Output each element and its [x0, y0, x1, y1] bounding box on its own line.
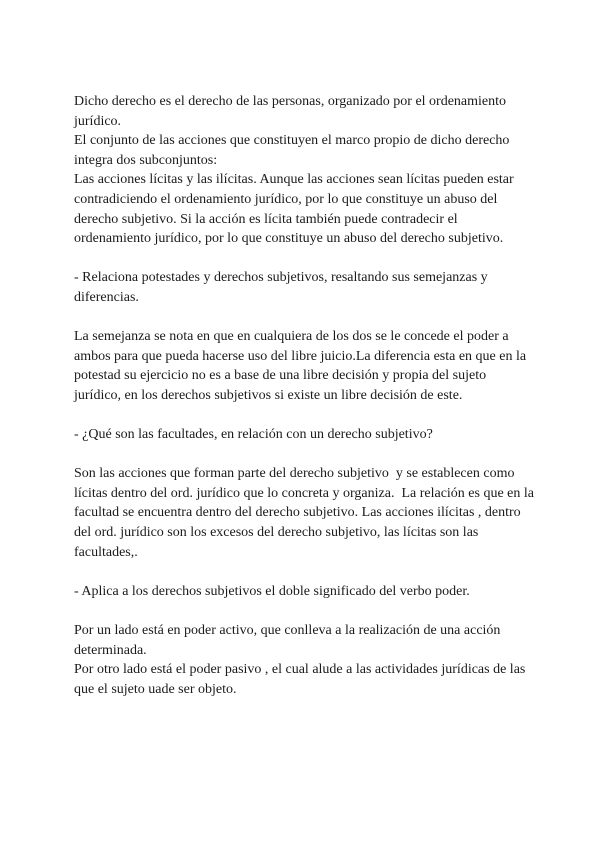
paragraph-licit-illicit: Las acciones lícitas y las ilícitas. Aunque las acciones sean lícitas pueden estar contradiciendo el ordenamiento jurídico, por lo que constituye un abuso del derecho subjetivo. Si la acción es lícita también puede contradecir el ordenamiento jurídico, por lo que constituye un abuso del derecho subjetivo.	[74, 172, 518, 247]
paragraph-subsets: El conjunto de las acciones que constituyen el marco propio de dicho derecho integra dos subconjuntos:	[74, 133, 513, 168]
answer-poder-activo: Por un lado está en poder activo, que conlleva a la realización de una acción determinada.	[74, 623, 504, 658]
document-body	[74, 92, 538, 699]
question-facultades: - ¿Qué son las facultades, en relación con un derecho subjetivo?	[74, 427, 433, 443]
question-poder: - Aplica a los derechos subjetivos el doble significado del verbo poder.	[74, 583, 470, 599]
answer-facultades: Son las acciones que forman parte del derecho subjetivo y se establecen como lícitas dentro del ord. jurídico que lo concreta y organiza. La relación es que en la facultad se encuentra dentro del derecho subjetivo. Las acciones ilícitas , dentro del ord. jurídico son los excesos del derecho subjetivo, las lícitas son las facultades,.	[74, 466, 538, 560]
paragraph-intro: Dicho derecho es el derecho de las personas, organizado por el ordenamiento jurídico.	[74, 94, 510, 129]
answer-poder-pasivo: Por otro lado está el poder pasivo , el cual alude a las actividades jurídicas de las que el sujeto uade ser objeto.	[74, 662, 529, 697]
answer-potestades: La semejanza se nota en que en cualquiera de los dos se le concede el poder a ambos para que pueda hacerse uso del libre juicio.La diferencia esta en que en la potestad su ejercicio no es a base de una libre decisión y propia del sujeto jurídico, en los derechos subjetivos si existe un libre decisión de este.	[74, 329, 530, 403]
question-potestades: - Relaciona potestades y derechos subjetivos, resaltando sus semejanzas y diferencias.	[74, 270, 492, 305]
